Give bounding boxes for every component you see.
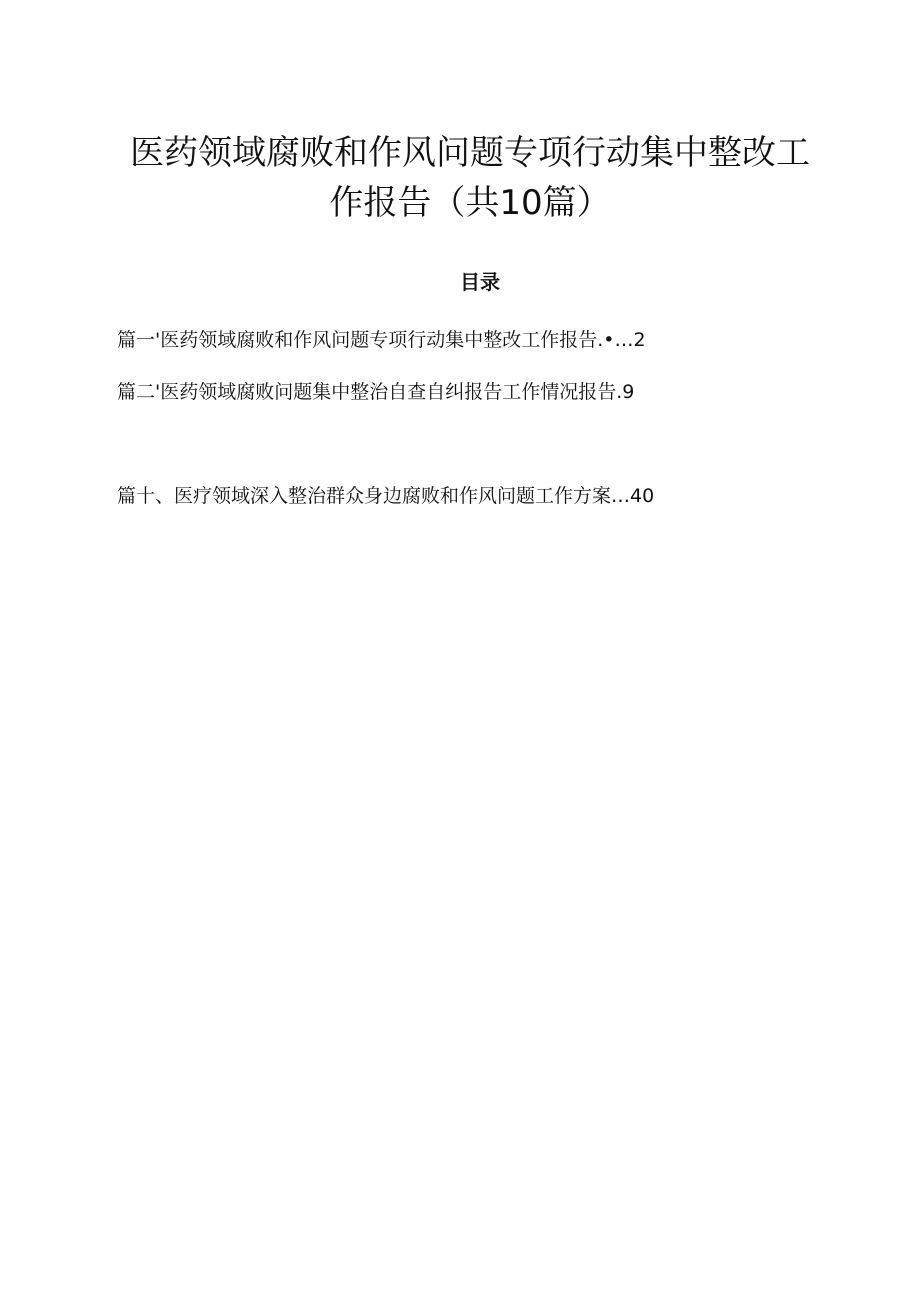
document-title <box>110 128 830 228</box>
document-title-line-2: 作报告（共10篇） <box>329 183 611 223</box>
document-title-line-1: 医药领域腐败和作风问题专项行动集中整改工 <box>130 133 810 173</box>
toc-item-1[interactable]: 篇一'医药领域腐败和作风问题专项行动集中整改工作报告.•…2 <box>117 329 646 351</box>
toc-item-2[interactable]: 篇二'医药领域腐败问题集中整治自查自纠报告工作情况报告.9 <box>117 381 635 403</box>
toc-heading: 目录 <box>460 270 500 294</box>
toc-item-10[interactable]: 篇十、医疗领域深入整治群众身边腐败和作风问题工作方案…40 <box>117 485 655 507</box>
